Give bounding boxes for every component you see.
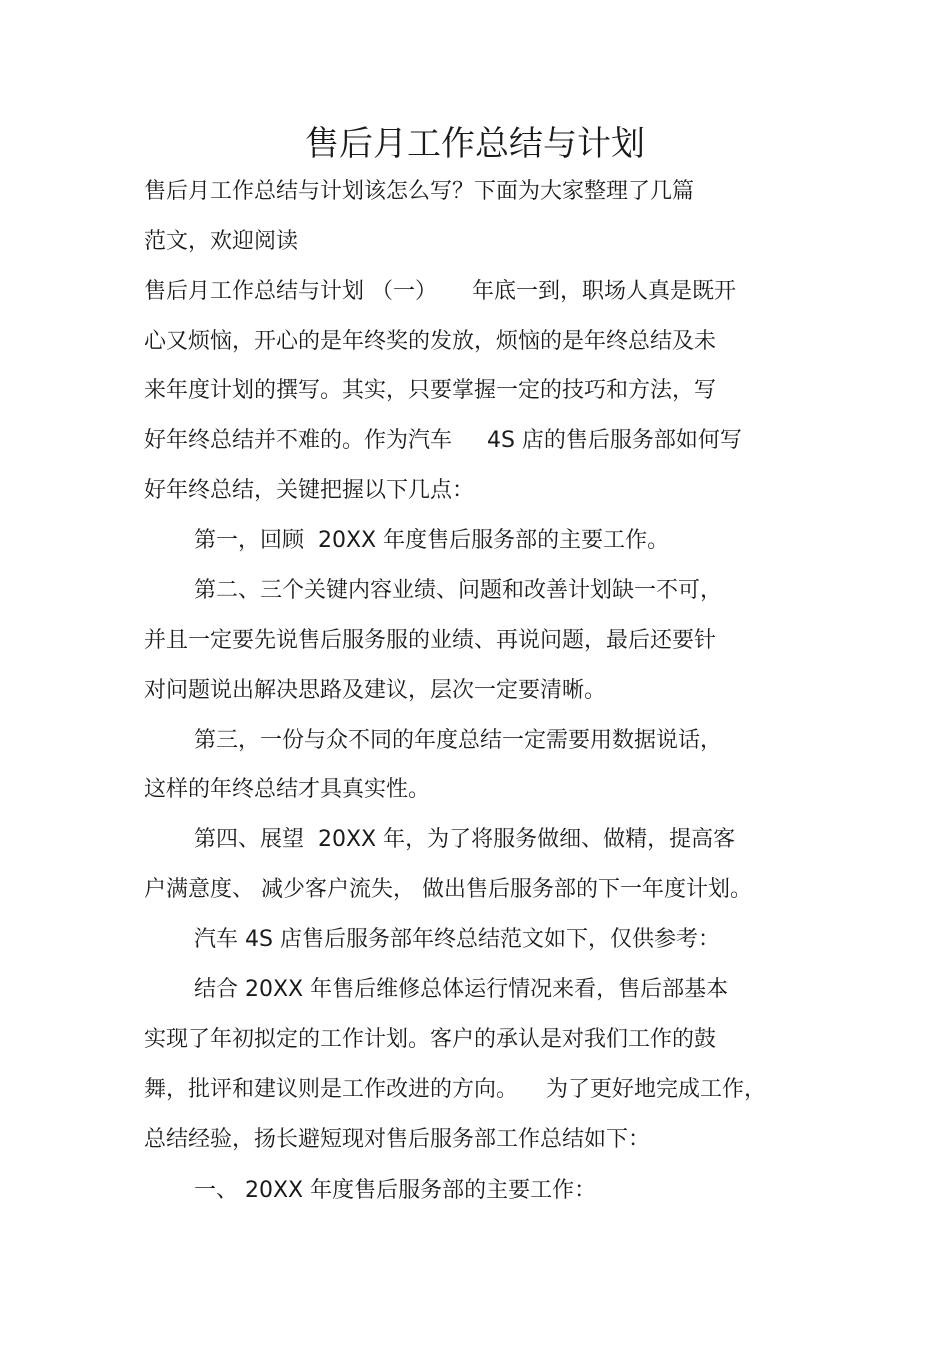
paragraph-line: 户满意度、 减少客户流失， 做出售后服务部的下一年度计划。 — [144, 877, 752, 902]
paragraph-line: 第一，回顾 20XX 年度售后服务部的主要工作。 — [194, 528, 670, 553]
section-heading: 一、 20XX 年度售后服务部的主要工作： — [194, 1178, 597, 1203]
paragraph-line: 实现了年初拟定的工作计划。客户的承认是对我们工作的鼓 — [144, 1027, 717, 1052]
paragraph-line: 汽车 4S 店售后服务部年终总结范文如下，仅供参考： — [194, 927, 720, 952]
paragraph-line: 对问题说出解决思路及建议，层次一定要清晰。 — [144, 678, 607, 703]
paragraph-line: 来年度计划的撰写。其实，只要掌握一定的技巧和方法，写 — [144, 378, 717, 403]
paragraph-line: 售后月工作总结与计划该怎么写？下面为大家整理了几篇 — [144, 179, 695, 204]
paragraph-line: 这样的年终总结才具真实性。 — [144, 777, 431, 802]
paragraph-line: 范文，欢迎阅读 — [144, 229, 299, 254]
paragraph-line: 总结经验，扬长避短现对售后服务部工作总结如下： — [144, 1127, 651, 1152]
paragraph-line: 第四、展望 20XX 年，为了将服务做细、做精，提高客 — [194, 827, 736, 852]
paragraph-line: 舞，批评和建议则是工作改进的方向。 为了更好地完成工作， — [144, 1077, 766, 1102]
paragraph-line: 好年终总结，关键把握以下几点： — [144, 478, 475, 503]
paragraph-line: 第二、三个关键内容业绩、问题和改善计划缺一不可， — [194, 578, 723, 603]
paragraph-line: 好年终总结并不难的。作为汽车 4S 店的售后服务部如何写 — [144, 428, 742, 453]
paragraph-line: 并且一定要先说售后服务服的业绩、再说问题，最后还要针 — [144, 628, 717, 653]
paragraph-line: 第三，一份与众不同的年度总结一定需要用数据说话， — [194, 728, 723, 753]
paragraph-line: 结合 20XX 年售后维修总体运行情况来看，售后部基本 — [194, 977, 729, 1002]
document-title: 售后月工作总结与计划 — [305, 124, 645, 164]
paragraph-line: 售后月工作总结与计划 （一） 年底一到，职场人真是既开 — [144, 279, 736, 304]
paragraph-line: 心又烦恼，开心的是年终奖的发放，烦恼的是年终总结及未 — [144, 329, 717, 354]
